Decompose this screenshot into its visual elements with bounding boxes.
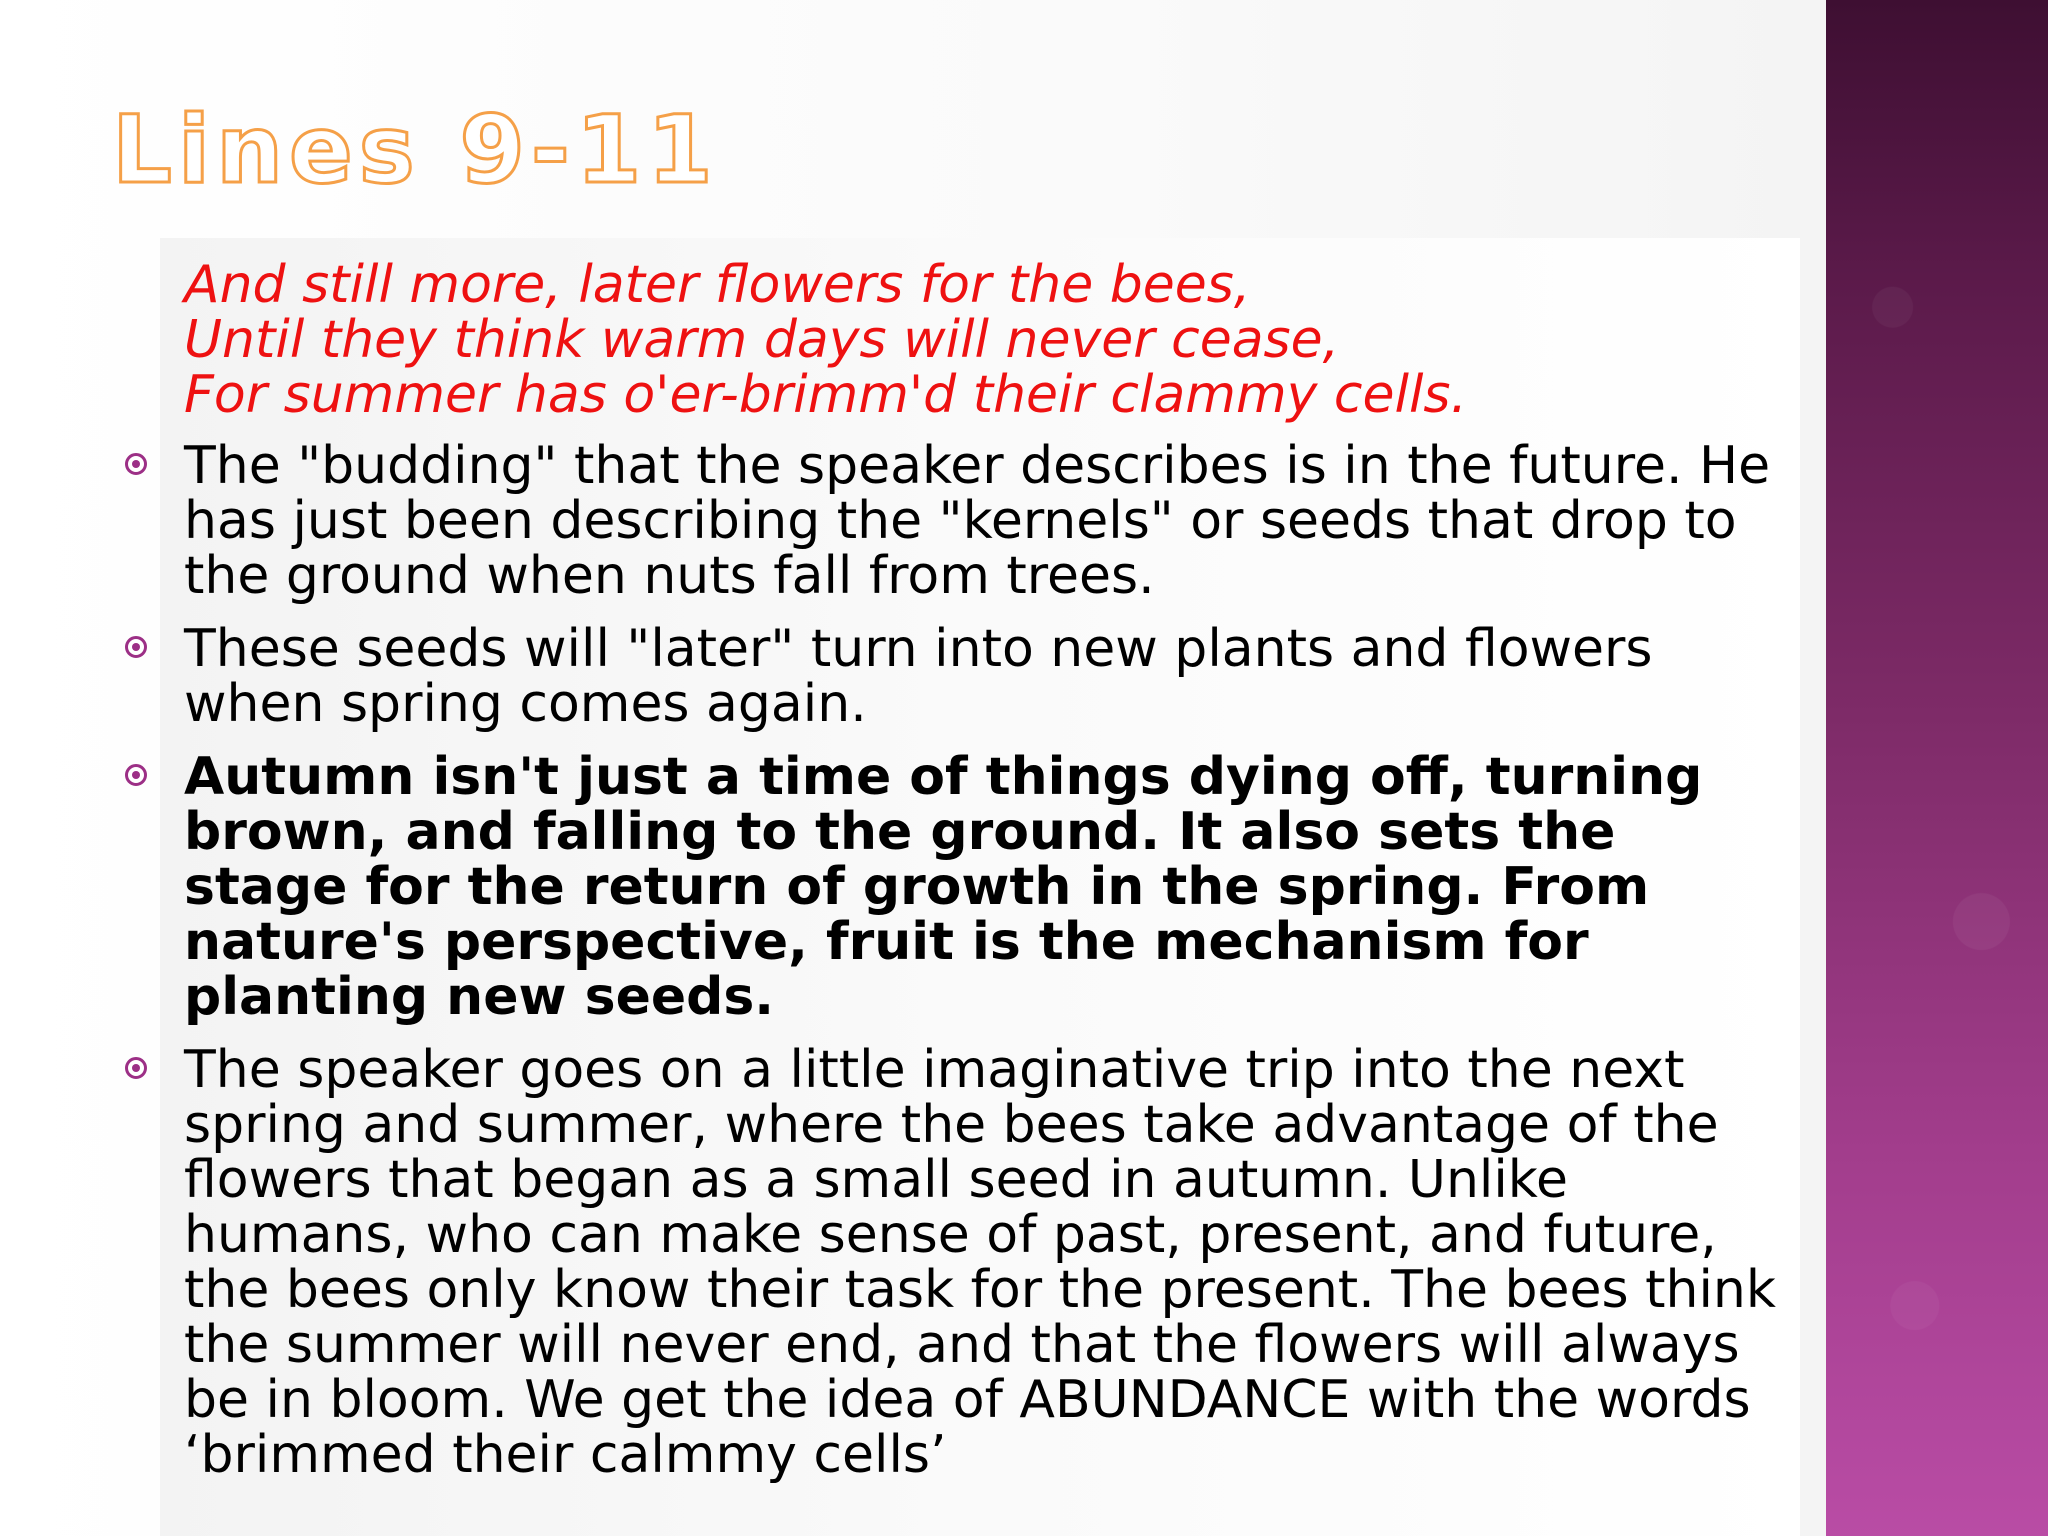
quote-line: And still more, later flowers for the bees, (184, 255, 1251, 315)
bullet-text: Autumn isn't just a time of things dying off, turning brown, and falling to the ground. It also sets the stage for the return of growth in the spring. From nature's perspective, fruit is the mechanism for planting new seeds. (184, 747, 1703, 1027)
quote-line: For summer has o'er-brimm'd their clammy cells. (184, 365, 1468, 425)
bullet-item (112, 436, 1792, 606)
circle-dot-bullet-icon (125, 764, 147, 786)
bullet-item (112, 1040, 1792, 1485)
bullet-text: The speaker goes on a little imaginative trip into the next spring and summer, where the bees take advantage of the flowers that began as a small seed in autumn. Unlike humans, who can make sense of past, present, and future, the bees only know their task for the present. The bees think the summer will never end, and that the flowers will always be in bloom. We get the idea of ABUNDANCE with the words ‘brimmed their calmmy cells’ (184, 1040, 1776, 1485)
slide-content (112, 255, 1792, 1501)
side-bar-pattern (1826, 0, 2048, 1536)
circle-dot-bullet-icon (125, 636, 147, 658)
bullet-item (112, 619, 1792, 734)
decorative-side-bar (1826, 0, 2048, 1536)
bullet-item (112, 747, 1792, 1027)
bullet-list (112, 436, 1792, 1485)
circle-dot-bullet-icon (125, 1057, 147, 1079)
poem-quote (184, 255, 1792, 425)
bullet-text: The "budding" that the speaker describes is in the future. He has just been describing the "kernels" or seeds that drop to the ground when nuts fall from trees. (184, 436, 1771, 606)
quote-line: Until they think warm days will never cease, (184, 310, 1340, 370)
circle-dot-bullet-icon (125, 453, 147, 475)
slide-title: Lines 9-11 (112, 96, 719, 205)
bullet-text: These seeds will "later" turn into new plants and flowers when spring comes again. (184, 619, 1653, 734)
